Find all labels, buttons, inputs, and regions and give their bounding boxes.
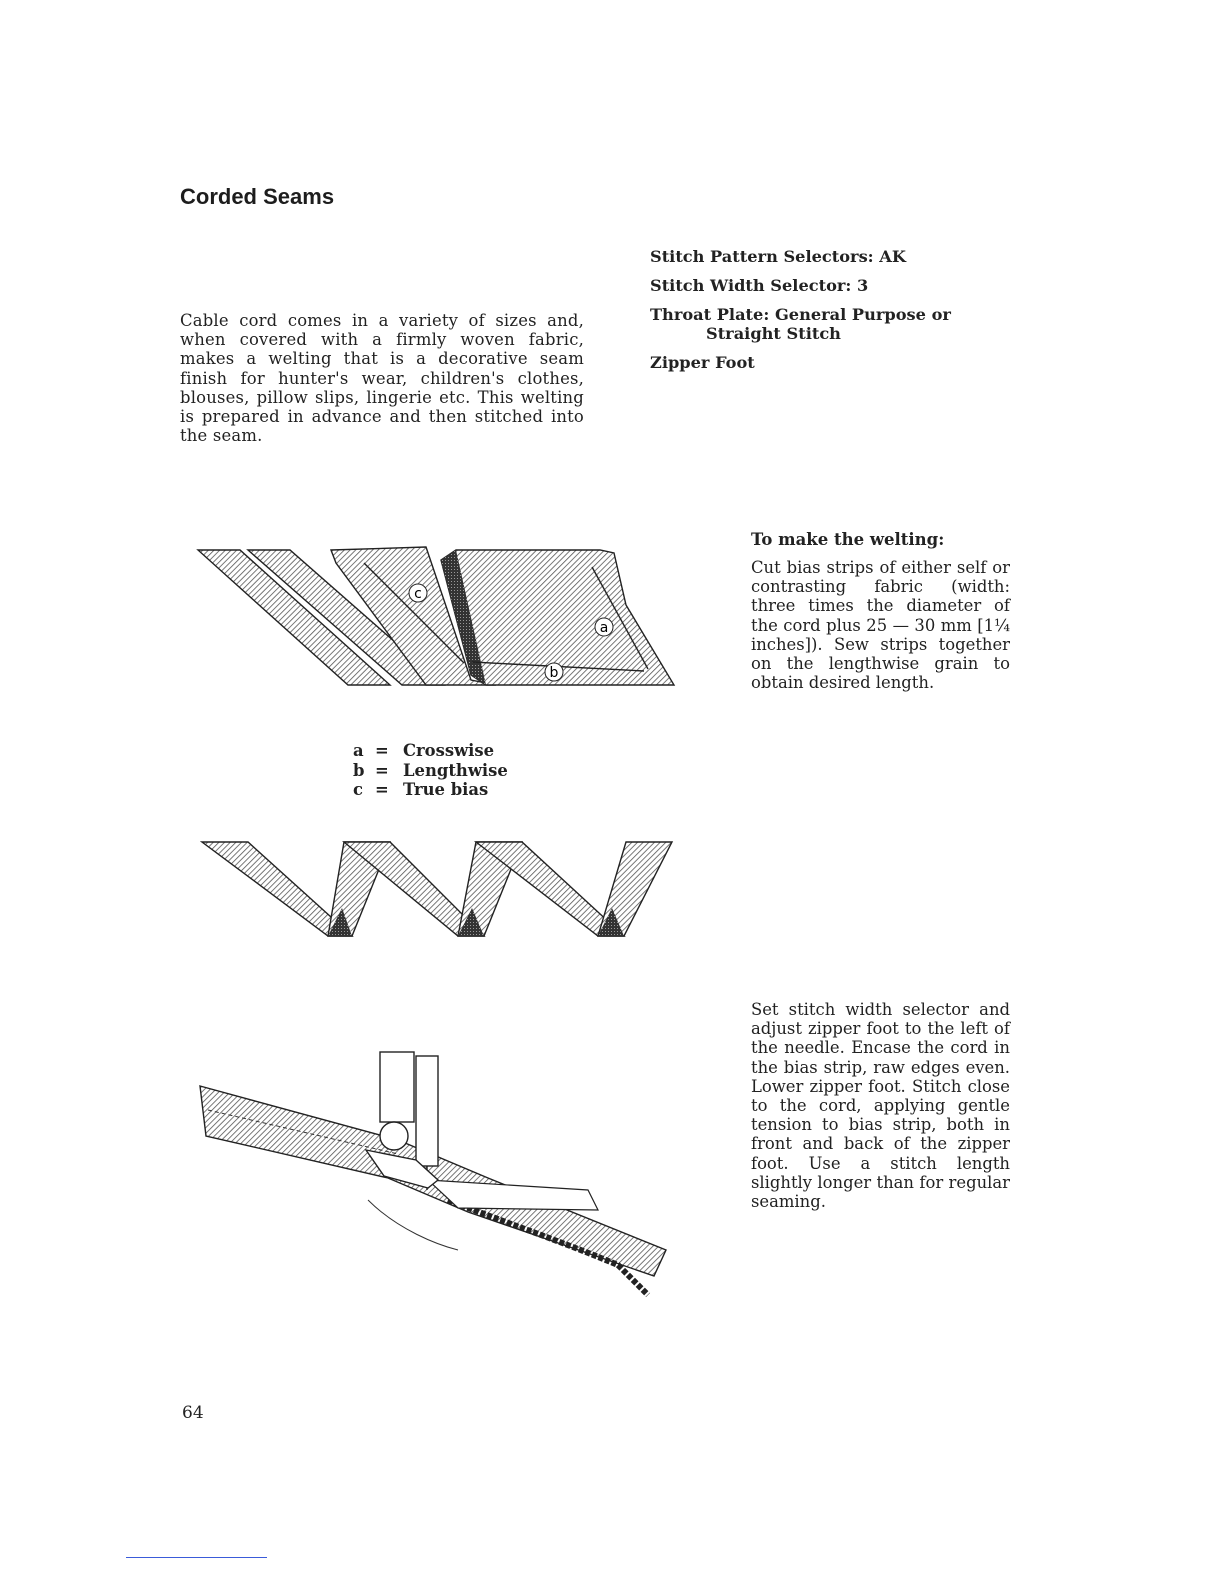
needle-bar bbox=[416, 1056, 438, 1166]
page-title: Corded Seams bbox=[180, 184, 335, 209]
welting-heading: To make the welting: bbox=[751, 530, 945, 549]
strip-segment bbox=[202, 842, 352, 936]
legend-row: c = True bias bbox=[353, 780, 489, 799]
zipper-foot-cording-illustration bbox=[198, 1050, 668, 1315]
throat-plate-line1: Throat Plate: General Purpose or bbox=[650, 305, 951, 324]
page-number: 64 bbox=[182, 1403, 204, 1423]
joined-strips-diagram bbox=[200, 838, 676, 942]
grain-legend bbox=[353, 741, 508, 800]
label-b: b bbox=[549, 665, 559, 681]
bias-strips-cutting-diagram bbox=[196, 545, 676, 690]
legend-row: a = Crosswise bbox=[353, 741, 495, 760]
label-c: c bbox=[414, 586, 422, 602]
intro-paragraph: Cable cord comes in a variety of sizes and, when covered with a firmly woven fabric, makes a welting that is a decorative seam finish for hunter's wear, children's clothes, blouses, pillow slips, lingerie etc. This welting is prepared in advance and then stitched into the seam. bbox=[180, 311, 584, 446]
stitch-width-setting: Stitch Width Selector: 3 bbox=[650, 276, 869, 295]
presser-bar bbox=[380, 1052, 414, 1122]
welting-instructions: Cut bias strips of either self or contrasting fabric (width: three times the diameter of the cord plus 25 — 30 mm [1¼ inches]). Sew strips together on the lengthwise grain to obtain desired length. bbox=[751, 558, 1010, 693]
foot-screw bbox=[380, 1122, 408, 1150]
footer-rule bbox=[126, 1557, 267, 1558]
machine-settings bbox=[650, 247, 1010, 382]
stitch-pattern-setting: Stitch Pattern Selectors: AK bbox=[650, 247, 906, 266]
presser-foot-setting: Zipper Foot bbox=[650, 353, 755, 372]
machine-bed-edge bbox=[368, 1200, 458, 1250]
throat-plate-setting bbox=[650, 305, 1010, 343]
label-a: a bbox=[599, 620, 609, 636]
throat-plate-line2: Straight Stitch bbox=[706, 324, 841, 343]
sewing-instructions: Set stitch width selector and adjust zipper foot to the left of the needle. Encase the cord in the bias strip, raw edges even. Lower zipper foot. Stitch close to the cord, applying gentle tension to bias strip, both in front and back of the zipper foot. Use a stitch length slightly longer than for regular seaming. bbox=[751, 1000, 1010, 1212]
legend-row: b = Lengthwise bbox=[353, 760, 508, 780]
